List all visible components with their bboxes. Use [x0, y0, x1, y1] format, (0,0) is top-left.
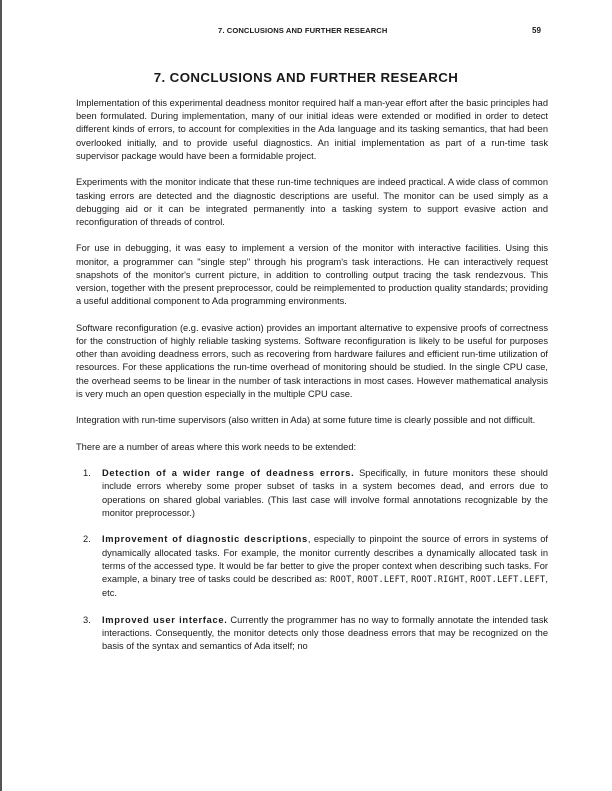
code-example: ROOT.LEFT.LEFT: [470, 574, 546, 585]
code-example: ROOT.LEFT: [357, 574, 406, 585]
paragraph-reconfiguration: Software reconfiguration (e.g. evasive action) provides an important alternative to expensive proofs of correctness for the construction of highly reliable tasking systems. Software reconfiguration is likely to be useful for purposes other than avoiding deadness errors, such as recovering from hardware failures and efficient run-time utilization of resources. For these applications the run-time overhead of monitoring should be studied. In the single CPU case, the overhead seems to be linear in the number of task interactions in most cases. However mathematical analysis is very much an open question especially in the multiple CPU case.: [76, 322, 548, 399]
list-item-heading: Detection of a wider range of deadness errors.: [102, 468, 355, 479]
chapter-title: 7. CONCLUSIONS AND FURTHER RESEARCH: [153, 69, 459, 85]
paragraph-list-intro: There are a number of areas where this work needs to be extended:: [76, 441, 357, 452]
list-item-number: 2.: [83, 534, 91, 545]
running-header: [0, 26, 612, 38]
list-item: [76, 533, 548, 600]
list-item-tail: , etc.: [102, 573, 549, 599]
list-item: [76, 467, 548, 520]
separator: ,: [464, 573, 471, 584]
paragraph-debugging: For use in debugging, it was easy to implement a version of the monitor with interactive facilities. Using this monitor, a programmer can "single step" through his program's task interactions. He can interactively request snapshots of the monitor's current picture, in addition to controlling output tracing the task rendezvous. This version, together with the present preprocessor, could be reimplemented to production quality standards; providing a useful additional component to Ada programming environments.: [76, 243, 548, 307]
future-work-list: [76, 467, 548, 653]
list-item-heading: Improvement of diagnostic descriptions: [102, 534, 308, 545]
list-item-text: Currently the programmer has no way to formally annotate the intended task interactions. Consequently, the monitor detects only those deadness errors that may be recognized on the basis of the syntax and semantics of Ada itself; no: [102, 614, 548, 652]
list-item-text: Specifically, in future monitors these should include errors whereby some proper subset of tasks in a system becomes dead, and errors due to operations on shared global variables. (This last case will involve formal annotations recognizable by the monitor preprocessor.): [102, 468, 548, 518]
paragraph-implementation: Implementation of this experimental deadness monitor required half a man-year effort after the basic principles had been formulated. During implementation, many of our initial ideas were extended or modified in order to detect different kinds of errors, to account for complexities in the Ada language and its tasking semantics, that had been overlooked initially, and to provide useful diagnostics. An initial implementation as part of a run-time task supervisor package would have been a formidable project.: [76, 98, 548, 161]
page-number: 59: [532, 26, 541, 35]
separator: ,: [351, 573, 358, 584]
paragraph-integration: Integration with run-time supervisors (also written in Ada) at some future time is clearly possible and not difficult.: [76, 415, 536, 426]
separator: ,: [405, 573, 411, 584]
list-item: [76, 614, 548, 654]
running-head-title: 7. CONCLUSIONS AND FURTHER RESEARCH: [218, 26, 388, 35]
paragraph-experiments: Experiments with the monitor indicate that these run-time techniques are indeed practical. A wide class of common tasking errors are detected and the diagnostic descriptions are useful. The monitor can be used simply as a debugging aid or it can be integrated permanently into a tasking system to support evasive action and reconfiguration of threads of control.: [76, 177, 548, 227]
body-text: [76, 97, 548, 667]
code-example: ROOT: [330, 574, 352, 585]
page-left-edge: [0, 0, 2, 791]
list-item-number: 3.: [83, 614, 91, 625]
list-item-number: 1.: [83, 468, 91, 479]
list-item-text: , especially to pinpoint the source of errors in systems of dynamically allocated tasks. For example, the monitor currently describes a dynamically allocated task in terms of the accessed type. It would be far better to give the proper context when describing such tasks. For example, a binary tree of tasks could be described as:: [102, 534, 548, 584]
list-item-heading: Improved user interface.: [102, 614, 228, 625]
code-example: ROOT.RIGHT: [410, 574, 465, 585]
